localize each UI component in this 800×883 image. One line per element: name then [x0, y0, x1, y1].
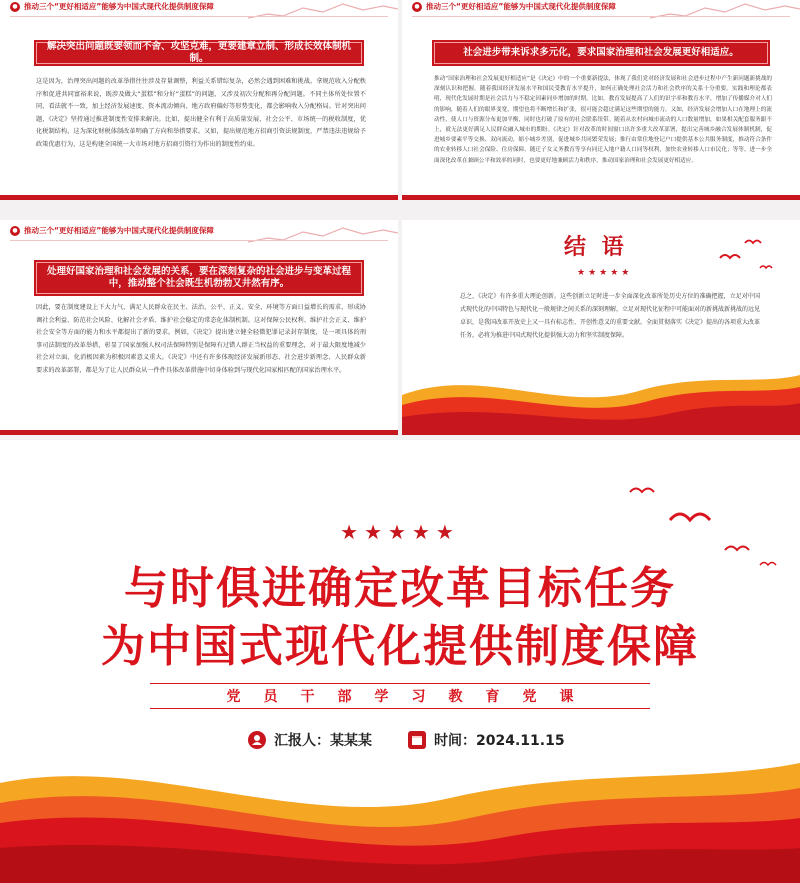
cover-subtitle: 党员干部学习教育党课	[226, 689, 597, 705]
slide-header-text: 推动三个“更好相适应”能够为中国式现代化提供制度保障	[24, 2, 214, 11]
slide-header-text: 推动三个“更好相适应”能够为中国式现代化提供制度保障	[426, 2, 616, 11]
stars-decoration: ★★★★★	[340, 520, 460, 544]
bottom-bar	[0, 195, 398, 200]
header-divider	[10, 240, 388, 241]
body-text: 这是因为，治理突出问题的改革举措往往涉及存量调整，利益关系错综复杂，必然会遇到困难和挑战。拿规范收入分配秩序和促进共同富裕来说，既涉及做大“蛋糕”和分好“蛋糕”的问题，又涉及初次分配和再分配问题。不同主体所处位置不同，看法就不一致，加上经济发展速度、资本流动倾向、地方政府偏好等形势变化，都会影响收入分配格局。针对突出问题，《决定》坚持通过推进制度性安排来解决。比如，提出健全有利于高质量发展、社会公平、市场统一的税收制度，优化税制结构，这为深化财税体制改革明确了方向和举措要求。又如，提出规范地方招商引资法规制度，严禁违法违规给予政策优惠行为，这是构建全国统一大市场对地方招商引资行为作出的制度性约束。	[36, 78, 366, 148]
conclusion-title: 结 语	[564, 235, 628, 260]
cover-title-line2: 为中国式现代化提供制度保障	[101, 621, 699, 672]
cover-title-line1: 与时俱进确定改革目标任务	[124, 563, 676, 614]
highlight-banner: 解决突出问题既要领而不舍、攻坚克难，更要建章立制、形成长效体制机制。	[34, 40, 364, 66]
great-wall-decoration	[650, 0, 800, 22]
header-divider	[412, 16, 790, 17]
slide-header-text: 推动三个“更好相适应”能够为中国式现代化提供制度保障	[24, 226, 214, 235]
highlight-banner: 社会进步带来诉求多元化，要求国家治理和社会发展更好相适应。	[432, 40, 770, 66]
slide-2	[402, 0, 800, 200]
stars-decoration: ★★★★★	[577, 268, 633, 278]
subtitle-bar	[150, 683, 650, 709]
great-wall-decoration	[248, 224, 398, 246]
slide-1	[0, 0, 398, 200]
circle-icon: ●	[10, 226, 20, 236]
bottom-bar	[0, 430, 398, 435]
body-text: 因此，要在制度建设上下大力气，满足人民群众在民主、法治、公平、正义、安全、环境等方面日益增长的需求，形成协调社会利益、防范社会风险、化解社会矛盾、维护社会稳定的常态化体制机制。这对保障公民权利、维护社会正义、维护社会安全等方面的能力和水平都提出了新的要求。例如，《决定》提出建立健全轻微犯罪记录封存制度，是一项具体的刑事司法制度的改革举措，彰显了国家加强人权司法保障特别是保障有过错人群正当权益的重要理念，对于最大限度地减少社会对立面、化消极因素为积极因素意义重大。《决定》中还有许多体现经济发展新形态、社会进步新理念、人民群众新要求的改革部署，都是为了让人民群众从一件件具体改革措施中切身体验到与现代化国家相匹配的国家治理水平。	[36, 304, 366, 374]
body-text: 推动“国家治理和社会发展更好相适应”是《决定》中的一个重要新提法，体现了我们党对经济发展和社会进步过程中产生新问题新挑战的深刻认识和把握。随着我国经济发展水平和国民受教育水平提升，如何正确处理社会活力和社会秩序的关系十分重要。实践和理论都表明，现代化发展时期是社会活力与不稳定因素同步增加的时期。比如，教育发展提高了人们的识字率和教育水平，增加了传播媒介对人们的影响，随着人们的眼界变宽，期望也将不断增长和扩张，很可能会超过满足这些期望的能力。又如，经济发展会增加人口在地理上的流动性，使人口与资源分布更加平衡，同时也打破了原有的社会联系纽带。随着从农村向城市流动的人口数量增加，如果相关配套服务跟不上，就无法更好满足人民群众融入城市的期盼。《决定》针对改革的时间窗口出许多重大改革部署，提出完善城乡融合发展体制机制，促进城乡要素平等交换、双向流动，缩小城乡差别，促进城乡共同繁荣发展；推行由常住地登记户口提供基本公共服务制度，推动符合条件的农业转移人口社会保险、住房保障、随迁子女义务教育等享有同迁入地户籍人口同等权利，加快农业转移人口市民化；等等。进一步全面深化改革在兼顾公平和效率的同时，也要更好地兼顾活力和秩序，推动国家治理和社会发展更好相适应。	[434, 76, 772, 164]
circle-icon: ●	[412, 2, 422, 12]
ribbon-wave-decoration	[402, 355, 800, 435]
cover-slide	[0, 440, 800, 883]
bottom-bar	[402, 195, 800, 200]
circle-icon: ●	[10, 2, 20, 12]
slide-4-conclusion	[402, 220, 800, 435]
ribbon-wave-decoration	[0, 743, 800, 883]
great-wall-decoration	[248, 0, 398, 22]
time-text: 时间：2024.11.15	[434, 733, 565, 749]
highlight-banner: 处理好国家治理和社会发展的关系，要在深刻复杂的社会进步与变革过程中，推动整个社会既生机勃勃又井然有序。	[34, 260, 364, 296]
reporter-text: 汇报人：某某某	[274, 733, 372, 749]
slide-3	[0, 220, 398, 435]
body-text: 总之，《决定》有许多重大理论创新。这些创新立足时进一步全面深化改革所处历史方位的准确把握，立足对中国式现代化的中国特色与现代化一般规律之间关系的深刻理解，立足对现代化征程中可能面对的新挑战新挑战的远见卓识，是我国改革开放史上又一具有标志性、开创性意义的重要文献。全面贯彻落实《决定》提出的各项重大改革任务，必将为推进中国式现代化提供强大动力和坚实制度保障。	[460, 293, 760, 339]
header-divider	[10, 16, 388, 17]
birds-decoration	[710, 228, 780, 278]
